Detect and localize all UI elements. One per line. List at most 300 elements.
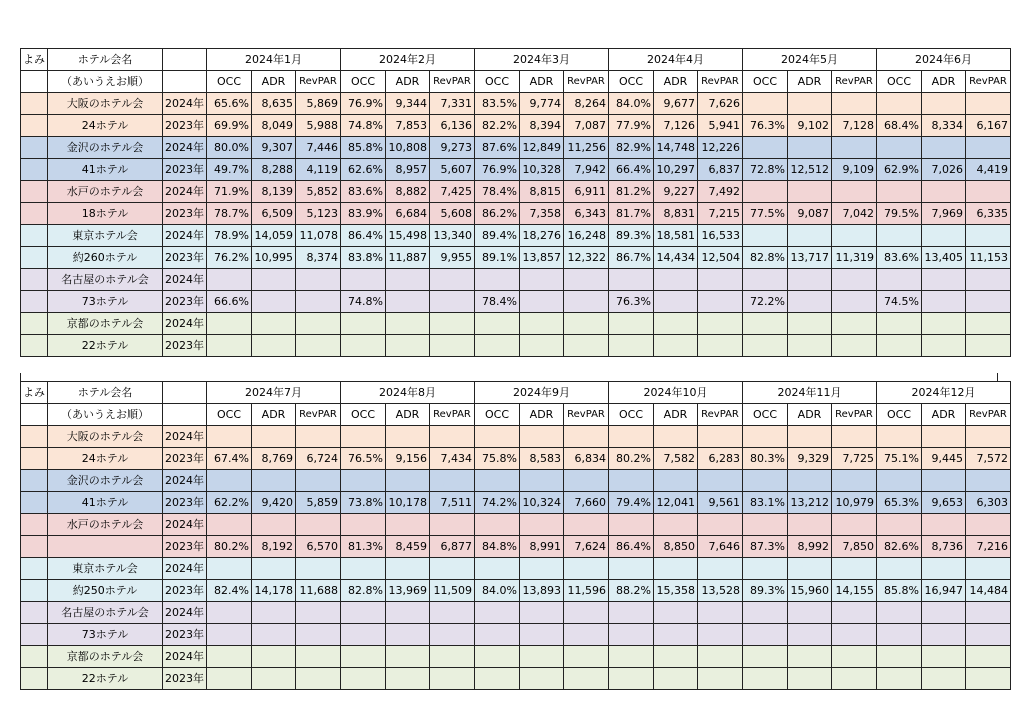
value-cell: 66.6% [207,291,252,313]
value-cell: 11,887 [386,247,430,269]
yomi-cell [21,492,48,514]
value-cell [877,225,922,247]
value-cell [832,269,877,291]
value-cell: 5,608 [430,203,475,225]
value-cell [296,269,341,291]
year-label: 2024年 [163,137,207,159]
hotel-name: 金沢のホテル会 [48,470,163,492]
yomi-cell [21,514,48,536]
value-cell [966,93,1011,115]
value-cell [252,269,296,291]
hotel-name: 22ホテル [48,335,163,357]
metric-header: RevPAR [698,404,743,426]
value-cell [207,426,252,448]
value-cell: 15,358 [654,580,698,602]
value-cell [296,335,341,357]
value-cell [698,602,743,624]
value-cell [296,646,341,668]
value-cell: 89.1% [475,247,520,269]
hotel-name: 73ホテル [48,291,163,313]
value-cell [788,426,832,448]
metric-header: OCC [341,71,386,93]
month-header: 2024年10月 [609,382,743,404]
metric-header: ADR [654,404,698,426]
yomi-header: よみ [21,382,48,404]
value-cell [922,514,966,536]
value-cell [252,624,296,646]
value-cell: 8,992 [788,536,832,558]
table-row [21,181,1011,203]
value-cell [698,313,743,335]
value-cell: 7,969 [922,203,966,225]
value-cell: 9,273 [430,137,475,159]
metric-header: RevPAR [564,404,609,426]
value-cell [743,137,788,159]
value-cell: 11,153 [966,247,1011,269]
hotel-name: 約260ホテル [48,247,163,269]
year-label: 2023年 [163,536,207,558]
value-cell [743,514,788,536]
value-cell: 12,226 [698,137,743,159]
value-cell: 9,561 [698,492,743,514]
table-row [21,335,1011,357]
value-cell: 77.5% [743,203,788,225]
month-header: 2024年1月 [207,49,341,71]
value-cell [520,313,564,335]
value-cell: 5,123 [296,203,341,225]
value-cell [252,426,296,448]
year-label: 2024年 [163,313,207,335]
value-cell [698,470,743,492]
yomi-cell [21,291,48,313]
value-cell: 6,877 [430,536,475,558]
metric-header: ADR [252,404,296,426]
value-cell [654,335,698,357]
value-cell: 49.7% [207,159,252,181]
value-cell: 75.1% [877,448,922,470]
value-cell: 75.8% [475,448,520,470]
metric-header: OCC [743,404,788,426]
hotel-name: 22ホテル [48,668,163,690]
value-cell: 8,374 [296,247,341,269]
value-cell [564,646,609,668]
value-cell [475,646,520,668]
year-label: 2023年 [163,291,207,313]
value-cell: 9,227 [654,181,698,203]
value-cell [296,470,341,492]
value-cell: 83.6% [341,181,386,203]
value-cell [966,470,1011,492]
value-cell: 7,850 [832,536,877,558]
metric-header: OCC [743,71,788,93]
value-cell [520,602,564,624]
value-cell [698,668,743,690]
value-cell: 7,087 [564,115,609,137]
value-cell [564,291,609,313]
value-cell [430,602,475,624]
table-row [21,426,1011,448]
year-label: 2023年 [163,203,207,225]
value-cell: 7,216 [966,536,1011,558]
value-cell [520,291,564,313]
metric-header: OCC [877,71,922,93]
value-cell: 76.3% [743,115,788,137]
value-cell [430,646,475,668]
year-label: 2024年 [163,426,207,448]
metric-header: ADR [788,71,832,93]
value-cell: 10,808 [386,137,430,159]
value-cell: 7,434 [430,448,475,470]
yomi-cell [21,225,48,247]
value-cell: 16,533 [698,225,743,247]
value-cell [386,624,430,646]
value-cell [386,558,430,580]
hotel-name: 名古屋のホテル会 [48,602,163,624]
value-cell: 74.8% [341,291,386,313]
value-cell: 6,724 [296,448,341,470]
value-cell [788,93,832,115]
value-cell: 5,607 [430,159,475,181]
value-cell [922,668,966,690]
value-cell: 13,212 [788,492,832,514]
value-cell: 16,248 [564,225,609,247]
metric-header: RevPAR [296,404,341,426]
hotel-stats-table-jan-jun [20,48,1011,357]
value-cell [966,426,1011,448]
value-cell: 15,498 [386,225,430,247]
table-row [21,269,1011,291]
yomi-cell [21,335,48,357]
yomi-cell [21,313,48,335]
value-cell [654,558,698,580]
value-cell [520,470,564,492]
value-cell: 82.4% [207,580,252,602]
value-cell [922,470,966,492]
value-cell [430,624,475,646]
value-cell: 89.3% [609,225,654,247]
metric-header: RevPAR [564,71,609,93]
value-cell: 6,911 [564,181,609,203]
year-label: 2024年 [163,558,207,580]
value-cell: 14,155 [832,580,877,602]
value-cell [788,602,832,624]
blank-header-cell [163,71,207,93]
blank-yomi-cell [21,404,48,426]
value-cell [520,558,564,580]
year-label: 2023年 [163,580,207,602]
value-cell [832,335,877,357]
metric-header: ADR [520,71,564,93]
value-cell: 7,646 [698,536,743,558]
value-cell: 86.4% [341,225,386,247]
value-cell: 16,947 [922,580,966,602]
value-cell [877,137,922,159]
yomi-cell [21,448,48,470]
month-header: 2024年12月 [877,382,1011,404]
metric-header: ADR [922,404,966,426]
value-cell: 76.9% [341,93,386,115]
table-row [21,313,1011,335]
blank-header-cell [163,404,207,426]
value-cell: 65.6% [207,93,252,115]
value-cell [877,668,922,690]
value-cell [832,225,877,247]
value-cell: 84.0% [475,580,520,602]
value-cell: 81.2% [609,181,654,203]
value-cell [966,602,1011,624]
value-cell: 85.8% [341,137,386,159]
value-cell [207,335,252,357]
value-cell: 13,405 [922,247,966,269]
table-row [21,291,1011,313]
value-cell: 6,136 [430,115,475,137]
yomi-cell [21,646,48,668]
value-cell [922,269,966,291]
table-row [21,668,1011,690]
value-cell [877,93,922,115]
value-cell [698,269,743,291]
value-cell [832,558,877,580]
value-cell [386,269,430,291]
value-cell: 7,358 [520,203,564,225]
blank-yomi-cell [21,71,48,93]
yomi-cell [21,580,48,602]
value-cell [609,646,654,668]
value-cell: 8,815 [520,181,564,203]
hotel-name: 東京ホテル会 [48,558,163,580]
value-cell [207,313,252,335]
table-row [21,492,1011,514]
year-label: 2023年 [163,668,207,690]
value-cell: 8,769 [252,448,296,470]
value-cell [564,269,609,291]
value-cell [609,269,654,291]
year-label: 2024年 [163,93,207,115]
value-cell: 80.2% [609,448,654,470]
value-cell [609,426,654,448]
value-cell [654,291,698,313]
metric-header: RevPAR [430,71,475,93]
value-cell [386,646,430,668]
value-cell: 78.7% [207,203,252,225]
value-cell [966,335,1011,357]
value-cell [922,602,966,624]
value-cell [386,668,430,690]
value-cell [475,514,520,536]
metric-header: ADR [654,71,698,93]
value-cell [877,313,922,335]
metric-header: OCC [475,71,520,93]
value-cell: 7,725 [832,448,877,470]
value-cell: 76.3% [609,291,654,313]
hotel-name: 約250ホテル [48,580,163,602]
value-cell [207,646,252,668]
value-cell [832,291,877,313]
value-cell [341,426,386,448]
value-cell [252,335,296,357]
value-cell [564,668,609,690]
metric-header: RevPAR [966,404,1011,426]
value-cell: 7,331 [430,93,475,115]
value-cell: 77.9% [609,115,654,137]
yomi-cell [21,470,48,492]
value-cell [654,426,698,448]
value-cell [252,514,296,536]
value-cell [788,313,832,335]
hotel-name [48,536,163,558]
value-cell [743,470,788,492]
yomi-cell [21,159,48,181]
value-cell: 6,343 [564,203,609,225]
yomi-cell [21,558,48,580]
value-cell: 7,425 [430,181,475,203]
yomi-cell [21,269,48,291]
value-cell: 13,969 [386,580,430,602]
value-cell [296,514,341,536]
value-cell [832,602,877,624]
value-cell [832,137,877,159]
value-cell [877,514,922,536]
value-cell: 79.4% [609,492,654,514]
value-cell: 62.2% [207,492,252,514]
metric-header: OCC [877,404,922,426]
value-cell: 8,192 [252,536,296,558]
hotel-stats-table-jul-dec [20,381,1011,690]
value-cell [207,668,252,690]
value-cell: 4,119 [296,159,341,181]
metric-header: ADR [386,404,430,426]
value-cell [430,291,475,313]
value-cell: 11,078 [296,225,341,247]
yomi-cell [21,247,48,269]
value-cell: 76.5% [341,448,386,470]
value-cell: 73.8% [341,492,386,514]
value-cell [520,335,564,357]
metric-header: ADR [386,71,430,93]
value-cell: 8,049 [252,115,296,137]
value-cell: 7,626 [698,93,743,115]
yomi-cell [21,93,48,115]
value-cell [922,225,966,247]
value-cell [922,137,966,159]
value-cell: 82.6% [877,536,922,558]
sort-note: （あいうえお順） [48,404,163,426]
value-cell: 9,420 [252,492,296,514]
table-row [21,247,1011,269]
value-cell: 76.9% [475,159,520,181]
value-cell [654,668,698,690]
value-cell [966,514,1011,536]
value-cell [698,291,743,313]
value-cell [832,624,877,646]
value-cell: 6,834 [564,448,609,470]
value-cell: 8,334 [922,115,966,137]
value-cell [475,602,520,624]
value-cell: 87.3% [743,536,788,558]
value-cell [207,514,252,536]
value-cell [788,269,832,291]
value-cell: 13,893 [520,580,564,602]
value-cell: 78.4% [475,181,520,203]
metric-header: ADR [788,404,832,426]
value-cell: 83.5% [475,93,520,115]
value-cell: 10,979 [832,492,877,514]
value-cell [743,558,788,580]
metric-header: OCC [609,404,654,426]
metric-header: OCC [207,71,252,93]
value-cell: 12,849 [520,137,564,159]
table-separator [20,373,998,381]
value-cell: 81.7% [609,203,654,225]
value-cell: 7,853 [386,115,430,137]
hotel-name: 24ホテル [48,115,163,137]
value-cell [966,181,1011,203]
value-cell: 89.3% [743,580,788,602]
table-row [21,514,1011,536]
value-cell [698,514,743,536]
value-cell: 6,303 [966,492,1011,514]
metric-header: OCC [207,404,252,426]
value-cell [475,313,520,335]
value-cell [252,470,296,492]
value-cell [207,602,252,624]
value-cell [564,426,609,448]
value-cell: 9,156 [386,448,430,470]
table-row [21,159,1011,181]
value-cell [832,93,877,115]
month-header: 2024年7月 [207,382,341,404]
value-cell: 62.9% [877,159,922,181]
value-cell [966,646,1011,668]
value-cell: 8,583 [520,448,564,470]
value-cell: 14,059 [252,225,296,247]
value-cell: 7,446 [296,137,341,159]
value-cell [430,313,475,335]
value-cell: 6,335 [966,203,1011,225]
value-cell [341,558,386,580]
value-cell: 78.4% [475,291,520,313]
value-cell: 10,328 [520,159,564,181]
table-row [21,470,1011,492]
value-cell: 5,941 [698,115,743,137]
value-cell: 11,256 [564,137,609,159]
value-cell [788,335,832,357]
value-cell [609,313,654,335]
value-cell [877,335,922,357]
value-cell: 68.4% [877,115,922,137]
table-row [21,225,1011,247]
table-row [21,448,1011,470]
value-cell: 84.0% [609,93,654,115]
value-cell [832,426,877,448]
value-cell [520,514,564,536]
value-cell: 72.8% [743,159,788,181]
value-cell [520,269,564,291]
value-cell [520,668,564,690]
month-header: 2024年3月 [475,49,609,71]
value-cell [788,558,832,580]
value-cell: 85.8% [877,580,922,602]
value-cell [966,668,1011,690]
value-cell [609,624,654,646]
value-cell [832,646,877,668]
value-cell: 65.3% [877,492,922,514]
value-cell [386,335,430,357]
value-cell [966,313,1011,335]
value-cell [475,269,520,291]
value-cell: 7,128 [832,115,877,137]
value-cell [386,514,430,536]
